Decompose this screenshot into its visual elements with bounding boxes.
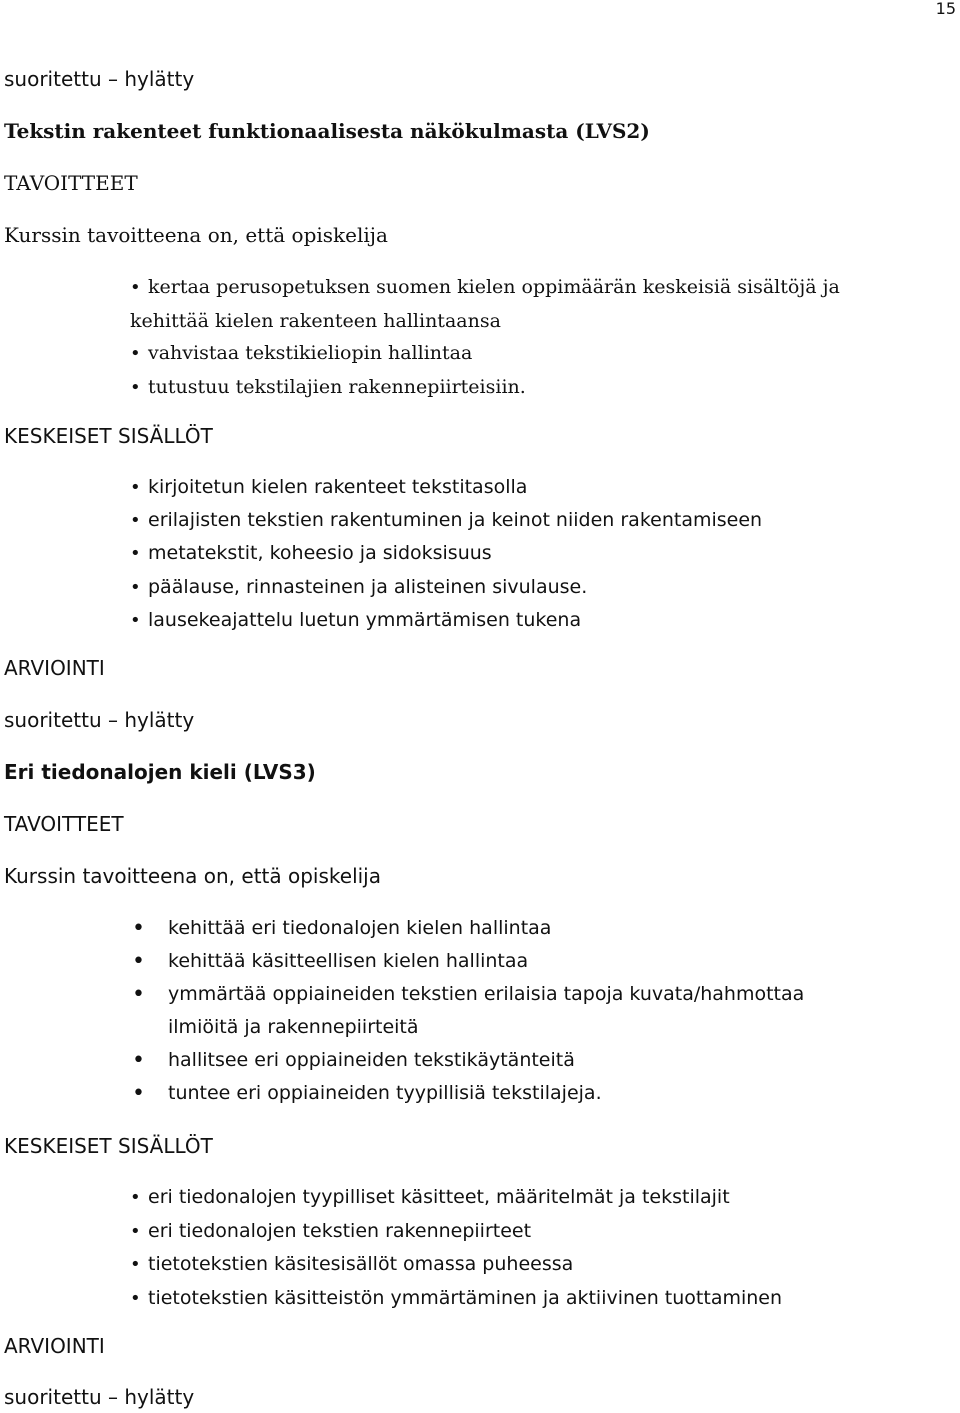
bullet-icon: • xyxy=(130,1287,141,1309)
bullet-icon: • xyxy=(130,343,141,364)
bullet-icon: • xyxy=(132,1048,145,1073)
bullet-icon: • xyxy=(130,277,141,298)
goals-intro: Kurssin tavoitteena on, että opiskelija xyxy=(4,864,381,888)
list-item: • ymmärtää oppiaineiden tekstien erilaisia tapoja kuvata/hahmottaa xyxy=(130,978,804,1011)
goals-heading: TAVOITTEET xyxy=(4,812,124,836)
bullet-icon: • xyxy=(130,376,141,398)
grading-top: suoritettu – hylätty xyxy=(4,67,195,91)
list-item: • päälause, rinnasteinen ja alisteinen sivulause. xyxy=(130,571,762,604)
bullet-icon: • xyxy=(132,916,145,941)
list-item: • tietotekstien käsitteistön ymmärtäminen ja aktiivinen tuottaminen xyxy=(130,1282,782,1316)
assessment-heading: ARVIOINTI xyxy=(4,1334,105,1358)
list-item: • kertaa perusopetuksen suomen kielen oppimäärän keskeisiä sisältöjä ja xyxy=(130,271,840,305)
contents-heading: KESKEISET SISÄLLÖT xyxy=(4,424,213,448)
goals-list-lvs3 xyxy=(130,912,804,1110)
list-item: ilmiöitä ja rakennepiirteitä xyxy=(168,1016,419,1038)
bullet-icon: • xyxy=(132,1081,145,1106)
list-item: • kehittää eri tiedonalojen kielen hallintaa xyxy=(130,912,804,945)
bullet-icon: • xyxy=(132,949,145,974)
goals-list-lvs2 xyxy=(130,271,840,404)
bullet-icon: • xyxy=(130,510,141,532)
list-item: • eri tiedonalojen tekstien rakennepiirteet xyxy=(130,1215,782,1249)
contents-list-lvs2 xyxy=(130,471,762,637)
list-item: • eri tiedonalojen tyypilliset käsitteet, määritelmät ja tekstilajit xyxy=(130,1181,782,1215)
bullet-icon: • xyxy=(130,543,141,565)
list-item: • vahvistaa tekstikieliopin hallintaa xyxy=(130,337,840,371)
list-item: • tietotekstien käsitesisällöt omassa puheessa xyxy=(130,1248,782,1282)
bullet-icon: • xyxy=(130,1220,141,1242)
list-item: • kehittää käsitteellisen kielen hallintaa xyxy=(130,945,804,978)
list-item: • erilajisten tekstien rakentuminen ja keinot niiden rakentamiseen xyxy=(130,504,762,537)
bullet-icon: • xyxy=(132,982,145,1007)
list-item: • kirjoitetun kielen rakenteet tekstitasolla xyxy=(130,471,762,504)
list-item: • lausekeajattelu luetun ymmärtämisen tukena xyxy=(130,604,762,637)
contents-list-lvs3 xyxy=(130,1181,782,1315)
list-item: • tuntee eri oppiaineiden tyypillisiä tekstilajeja. xyxy=(130,1077,804,1110)
contents-heading: KESKEISET SISÄLLÖT xyxy=(4,1134,213,1158)
list-item: • hallitsee eri oppiaineiden tekstikäytänteitä xyxy=(130,1044,804,1077)
course-title-lvs3: Eri tiedonalojen kieli (LVS3) xyxy=(4,760,316,784)
course-title-lvs2: Tekstin rakenteet funktionaalisesta näkökulmasta (LVS2) xyxy=(4,119,650,143)
list-item: • metatekstit, koheesio ja sidoksisuus xyxy=(130,537,762,570)
bullet-icon: • xyxy=(130,1187,141,1208)
page-number: 15 xyxy=(935,0,956,18)
goals-heading: TAVOITTEET xyxy=(4,171,138,195)
goals-intro: Kurssin tavoitteena on, että opiskelija xyxy=(4,223,388,247)
assessment-heading: ARVIOINTI xyxy=(4,656,105,680)
bullet-icon: • xyxy=(130,477,141,498)
assessment-value: suoritettu – hylätty xyxy=(4,1385,195,1409)
bullet-icon: • xyxy=(130,576,141,598)
list-item: • tutustuu tekstilajien rakennepiirteisiin. xyxy=(130,371,840,405)
assessment-value: suoritettu – hylätty xyxy=(4,708,195,732)
bullet-icon: • xyxy=(130,609,141,631)
list-item: kehittää kielen rakenteen hallintaansa xyxy=(130,309,501,332)
bullet-icon: • xyxy=(130,1254,141,1275)
